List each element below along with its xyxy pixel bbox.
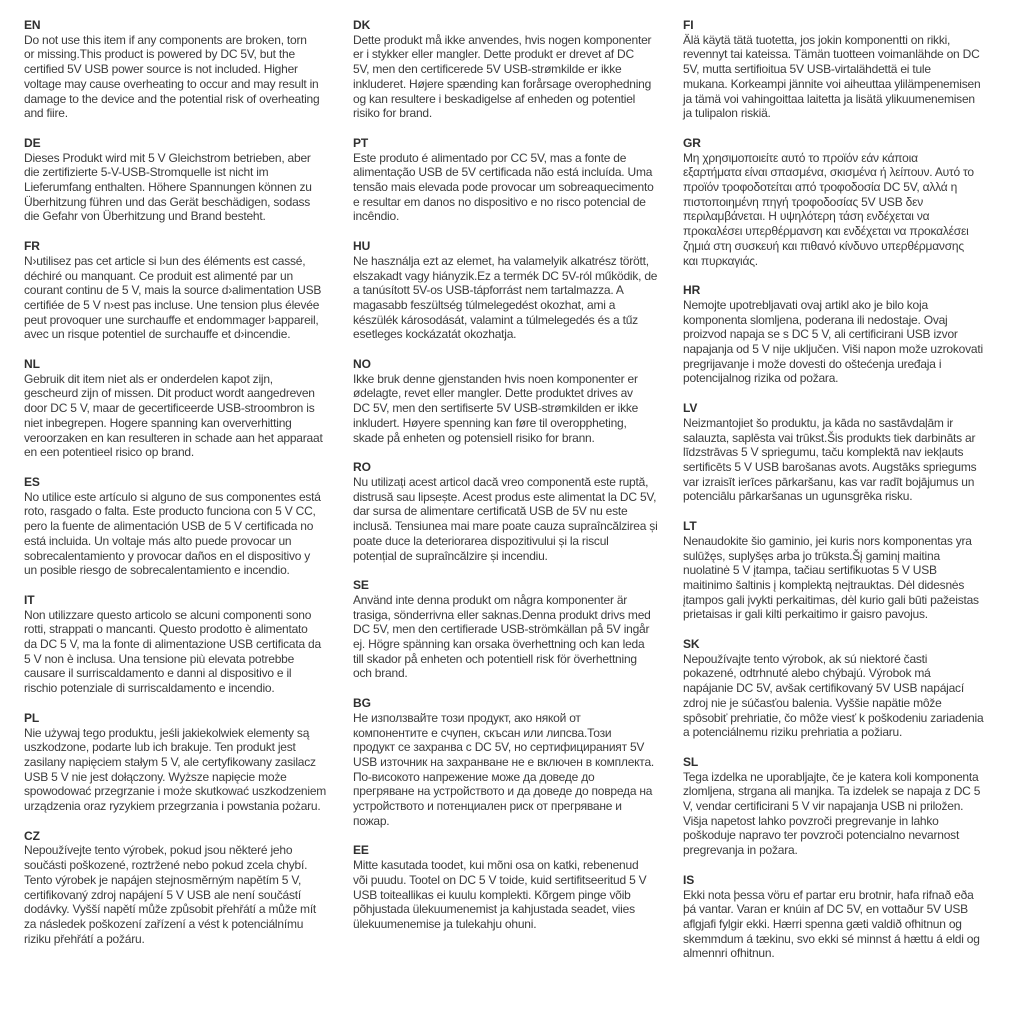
language-section-es [24, 475, 349, 578]
text-line: potenciālu pārkaršanas un ugunsgrēka risku. [683, 489, 913, 504]
text-line: roto, rasgado o falta. Este producto funciona con 5 V CC, [24, 504, 316, 519]
text-line: or missing.This product is powered by DC 5V, but the [24, 47, 295, 62]
text-line: och brand. [353, 666, 408, 681]
text-line: og kan resultere i beskadigelse af enheden og potentiel [353, 91, 636, 106]
language-section-de [24, 136, 349, 224]
language-section-hu [353, 239, 683, 342]
text-line: Nie używaj tego produktu, jeśli jakiekolwiek elementy są [24, 725, 310, 740]
language-section-cz [24, 829, 349, 947]
language-code-label: HR [683, 283, 701, 298]
language-section-gr [683, 136, 1023, 268]
text-line: potențial de supraîncălzire și incendiu. [353, 548, 548, 563]
text-line: damage to the device and the potential risk of overheating [24, 91, 320, 106]
language-code-label: LV [683, 401, 698, 416]
text-line: er i stykker eller mangler. Dette produkt er drevet af DC [353, 47, 634, 62]
text-line: gescheurd zijn of missen. Dit product wordt aangedreven [24, 386, 315, 401]
text-line: die Gefahr von Überhitzung und Brand besteht. [24, 209, 266, 224]
text-line: sertificēts 5 V USB barošanas avots. Augstāks spriegums [683, 459, 977, 474]
language-section-se [353, 578, 683, 681]
text-line: napajanja od 5 V nije uključen. Viši napon može uzrokovati [683, 342, 983, 357]
text-line: esetleges kockázatát okozhatja. [353, 327, 517, 342]
text-line: Non utilizzare questo articolo se alcuni componenti sono [24, 607, 312, 622]
text-line: uszkodzone, podarte lub ich brakuje. Ten produkt jest [24, 740, 296, 755]
text-line: elszakadt vagy hiányzik.Ez a termék DC 5V-ról működik, de [353, 268, 658, 283]
text-line: var izraisīt ierīces pārkaršanu, kas var radīt bojājumus un [683, 474, 975, 489]
text-line: įtampos gali įvykti perkaitimas, dėl kurio gali būti pažeistas [683, 592, 979, 607]
language-code-label: EE [353, 843, 369, 858]
text-line: Använd inte denna produkt om några komponenter är [353, 592, 628, 607]
text-line: poate duce la deteriorarea dispozitivului și la riscul [353, 533, 609, 548]
language-section-pl [24, 711, 349, 814]
text-line: Neizmantojiet šo produktu, ja kāda no sastāvdaļām ir [683, 415, 954, 430]
text-line: ülekuumenemise ja tulekahju ohuni. [353, 916, 537, 931]
text-line: USB 5 V nie jest dołączony. Wyższe napięcie może [24, 769, 287, 784]
text-line: 5V, men den certificerede 5V USB-strømkilde er ikke [353, 62, 622, 77]
text-line: napájanie DC 5V, avšak certifikovaný 5V USB napájací [683, 681, 964, 696]
language-code-label: DE [24, 135, 41, 150]
text-line: Nepoužívajte tento výrobok, ak sú niektoré časti [683, 651, 928, 666]
text-line: un posible riesgo de sobrecalentamiento e incendio. [24, 563, 290, 578]
text-line: voltage may cause overheating to occur and may result in [24, 76, 319, 91]
text-line: incêndio. [353, 209, 400, 224]
language-section-hr [683, 283, 1023, 386]
text-line: alimentação USB de 5V certificada não está incluída. Uma [353, 165, 653, 180]
text-line: prietaisas ir gali kilti perkaitimo ir gaisro pavojus. [683, 607, 928, 622]
text-line: inclusă. Tensiunea mai mare poate cauza supraîncălzirea și [353, 519, 658, 534]
language-section-en [24, 18, 349, 121]
text-line: USB toiteallikas ei kuulu komplekti. Kõrgem pinge võib [353, 887, 631, 902]
text-line: rischio potenziale di surriscaldamento e incendio. [24, 681, 275, 696]
text-line: Este produto é alimentado por CC 5V, mas a fonte de [353, 150, 627, 165]
text-line: riziku přehřátí a požáru. [24, 931, 145, 946]
language-section-it [24, 593, 349, 696]
text-line: magasabb feszültség túlmelegedést okozhat, ami a [353, 297, 616, 312]
text-line: V, vendar certificirani 5 V vir napajanja USB ni priložen. [683, 799, 964, 814]
text-line: spôsobiť prehriatie, čo môže viesť k poškodeniu zariadenia [683, 710, 984, 725]
language-code-label: PT [353, 135, 369, 150]
text-line: mukana. Korkeampi jännite voi aiheuttaa ylilämpenemisen [683, 76, 981, 91]
text-line: distrusă sau lipsește. Acest produs este alimentat la DC 5V, [353, 489, 657, 504]
text-line: Gebruik dit item niet als er onderdelen kapot zijn, [24, 371, 273, 386]
text-line: Dieses Produkt wird mit 5 V Gleichstrom betrieben, aber [24, 150, 311, 165]
text-line: poškoduje napravo ter povzroči potencialno nevarnost [683, 828, 960, 843]
text-line: pokazené, odtrhnuté alebo chýbajú. Výrobok má [683, 666, 931, 681]
text-line: rotti, strappati o mancanti. Questo prodotto è alimentato [24, 622, 308, 637]
text-line: inkluderet. Højere spænding kan forårsage overophedning [353, 76, 652, 91]
text-line: a potenciálnemu riziku prehriatia a požiaru. [683, 725, 903, 740]
text-line: zdroj nie je súčasťou balenia. Vyššie napätie môže [683, 695, 942, 710]
text-line: USB източник на захранване не е включен в комплекта. [353, 754, 655, 769]
text-line: Nenaudokite šio gaminio, jei kuris nors komponentas yra [683, 533, 972, 548]
text-line: almennri ofhitnun. [683, 946, 775, 961]
text-line: ζημιά στη συσκευή και πιθανό κίνδυνο υπερθέρμανσης [683, 238, 964, 253]
language-section-no [353, 357, 683, 445]
text-line: tensão mais elevada pode provocar um sobreaquecimento [353, 180, 654, 195]
language-section-dk [353, 18, 683, 121]
text-line: Tega izdelka ne uporabljajte, če je katera koli komponenta [683, 769, 979, 784]
language-section-fi [683, 18, 1023, 121]
language-code-label: NO [353, 357, 371, 372]
language-code-label: IT [24, 592, 35, 607]
language-section-ee [353, 843, 683, 931]
text-line: Lieferumfang enthalten. Höhere Spannungen können zu [24, 180, 312, 195]
language-code-label: SL [683, 754, 699, 769]
language-section-sl [683, 755, 1023, 858]
language-code-label: FR [24, 239, 40, 254]
text-line: 5V, mutta sertifioitua 5V USB-virtalähdettä ei tule [683, 62, 931, 77]
text-line: Nemojte upotrebljavati ovaj artikl ako je bilo koja [683, 297, 928, 312]
text-line: komponenta slomljena, poderana ili nedostaje. Ovaj [683, 312, 948, 327]
text-line: Višja napetost lahko povzroči pregrevanje in lahko [683, 813, 939, 828]
text-line: Tento výrobek je napájen stejnosměrným napětím 5 V, [24, 872, 302, 887]
text-line: avec un risque potentiel de surchauffe et d›incendie. [24, 327, 291, 342]
text-line: déchiré ou manquant. Ce produit est alimenté par un [24, 268, 293, 283]
text-line: πιστοποιημένη πηγή τροφοδοσίας 5V USB δεν [683, 194, 923, 209]
language-code-label: SK [683, 637, 700, 652]
language-code-label: LT [683, 519, 697, 534]
text-line: pero la fuente de alimentación USB de 5 V certificada no [24, 519, 314, 534]
text-line: līdzstrāvas 5 V spriegumu, taču komplektā nav iekļauts [683, 445, 964, 460]
text-line: προκαλέσει υπερθέρμανση και ενδέχεται να προκαλέσει [683, 224, 969, 239]
language-section-bg [353, 696, 683, 828]
text-line: Do not use this item if any components are broken, torn [24, 32, 307, 47]
text-line: прегряване на устройството и да доведе до повреда на [353, 784, 653, 799]
text-line: proizvod napaja se s DC 5 V, ali certificirani USB izvor [683, 327, 958, 342]
language-section-sk [683, 637, 1023, 740]
text-line: Überhitzung führen und das Gerät beschädigen, sodass [24, 194, 311, 209]
text-line: Μη χρησιμοποιείτε αυτό το προϊόν εάν κάποια [683, 150, 918, 165]
text-line: sulūžęs, suplyšęs arba jo trūksta.Šį gaminį maitina [683, 548, 940, 563]
text-line: þá vantar. Varan er knúin af DC 5V, en vottaður 5V USB [683, 902, 968, 917]
text-line: Ikke bruk denne gjenstanden hvis noen komponenter er [353, 371, 638, 386]
text-line: da DC 5 V, ma la fonte di alimentazione USB certificata da [24, 637, 321, 652]
text-line: компонентите е счупен, скъсан или липсва.Този [353, 725, 612, 740]
text-column-left [24, 18, 349, 961]
language-code-label: PL [24, 710, 40, 725]
text-line: courant continu de 5 V, mais la source d›alimentation USB [24, 283, 322, 298]
language-code-label: FI [683, 18, 694, 32]
text-line: Не използвайте този продукт, ако някой от [353, 710, 581, 725]
text-line: põhjustada ülekuumenemist ja kahjustada seadet, viies [353, 902, 635, 917]
text-line: продукт се захранва с DC 5V, но сертифицираният 5V [353, 740, 645, 755]
text-line: ja tämä voi vahingoittaa laitetta ja lisätä ylikuumenemisen [683, 91, 975, 106]
text-line: προϊόν τροφοδοτείται από τροφοδοσία DC 5V, αλλά η [683, 180, 958, 195]
text-line: a tanúsított 5V-os USB-tápforrást nem tartalmazza. A [353, 283, 624, 298]
language-section-pt [353, 136, 683, 224]
text-line: Nu utilizați acest articol dacă vreo componentă este ruptă, [353, 474, 649, 489]
language-section-lt [683, 519, 1023, 622]
text-line: ødelagte, revet eller mangler. Dette produktet drives av [353, 386, 633, 401]
text-line: εξαρτήματα είναι σπασμένα, σκισμένα ή λείπουν. Αυτό το [683, 165, 974, 180]
text-line: Ne használja ezt az elemet, ha valamelyik alkatrész törött, [353, 253, 649, 268]
language-code-label: ES [24, 474, 40, 489]
text-line: maitinimo šaltinis į komplektą neįtrauktas. Dėl didesnės [683, 577, 965, 592]
language-code-label: SE [353, 578, 369, 593]
text-line: dodávky. Vyšší napětí může způsobit přehřátí a může mít [24, 902, 317, 917]
text-line: e resultar em danos no dispositivo e no risco potencial de [353, 194, 646, 209]
text-line: urządzenia oraz ryzykiem przegrzania i powstania pożaru. [24, 799, 321, 814]
text-line: door DC 5 V, maar de gecertificeerde USB-stroombron is [24, 401, 315, 416]
text-line: risiko for brand. [353, 106, 432, 121]
text-line: DC 5V, men den sertifiserte 5V USB-strømkilden er ikke [353, 401, 639, 416]
text-column-middle [353, 18, 683, 947]
text-line: peut provoquer une surchauffe et endommager l›appareil, [24, 312, 319, 327]
text-line: causare il surriscaldamento e danni al dispositivo e il [24, 666, 292, 681]
text-line: No utilice este artículo si alguno de sus componentes está [24, 489, 321, 504]
text-line: Ekki nota þessa vöru ef partar eru brotnir, hafa rifnað eða [683, 887, 974, 902]
text-line: ej. Högre spänning kan orsaka överhettning och kan leda [353, 637, 645, 652]
text-line: revennyt tai kateissa. Tämän tuotteen voimanlähde on DC [683, 47, 980, 62]
text-line: veroorzaken en kan resulteren in schade aan het apparaat [24, 430, 323, 445]
text-line: Dette produkt må ikke anvendes, hvis nogen komponenter [353, 32, 652, 47]
text-line: και πυρκαγιάς. [683, 253, 758, 268]
language-code-label: IS [683, 872, 695, 887]
language-section-nl [24, 357, 349, 460]
language-code-label: GR [683, 135, 701, 150]
language-section-ro [353, 460, 683, 563]
text-line: zlomljena, strgana ali manjka. Ta izdelek se napaja z DC 5 [683, 784, 981, 799]
text-line: sobrecalentamiento y provocar daños en el dispositivo y [24, 548, 311, 563]
text-line: certifiée de 5 V n›est pas incluse. Une tension plus élevée [24, 297, 320, 312]
language-section-lv [683, 401, 1023, 504]
text-line: and fiire. [24, 106, 68, 121]
language-section-is [683, 873, 1023, 961]
text-line: niet inbegrepen. Hogere spanning kan oververhitting [24, 415, 292, 430]
text-line: Älä käytä tätä tuotetta, jos jokin komponentti on rikki, [683, 32, 951, 47]
text-line: aflgjafi fylgir ekki. Hærri spenna gæti valdið ofhitnun og [683, 916, 962, 931]
text-line: za následek poškození zařízení a vést k potenciálnímu [24, 916, 304, 931]
text-line: certified 5V USB power source is not included. Higher [24, 62, 298, 77]
text-line: součásti poškozené, roztržené nebo pokud zcela chybí. [24, 858, 308, 873]
text-line: Mitte kasutada toodet, kui mõni osa on katki, rebenenud [353, 858, 639, 873]
text-line: inkludert. Høyere spenning kan føre til overoppheting, [353, 415, 627, 430]
text-line: en een potentieel risico op brand. [24, 445, 194, 460]
text-line: 5 V non è inclusa. Una tensione più elevata potrebbe [24, 651, 295, 666]
language-code-label: DK [353, 18, 371, 32]
language-code-label: CZ [24, 828, 40, 843]
text-line: περιλαμβάνεται. Η υψηλότερη τάση ενδέχεται να [683, 209, 930, 224]
text-line: nuolatinė 5 V įtampa, tačiau sertifikuotas 5 V USB [683, 563, 937, 578]
text-line: certifikovaný zdroj napájení 5 V USB ale není součástí [24, 887, 301, 902]
text-column-right [683, 18, 1023, 976]
text-line: ja tulipalon riskiä. [683, 106, 771, 121]
text-line: skemmdum á tækinu, svo ekki sé minnst á hættu á eldi og [683, 931, 980, 946]
text-line: dar sursa de alimentare certificată USB de 5V nu este [353, 504, 628, 519]
text-line: pregrevanja in požara. [683, 843, 798, 858]
text-line: zasilany napięciem stałym 5 V, ale certyfikowany zasilacz [24, 754, 316, 769]
text-line: пожар. [353, 813, 390, 828]
language-code-label: NL [24, 357, 40, 372]
text-line: készülék károsodását, valamint a túlmelegedés és a tűz [353, 312, 638, 327]
text-line: está incluida. Un voltaje más alto puede provocar un [24, 533, 292, 548]
language-code-label: EN [24, 18, 41, 32]
text-line: trasiga, sönderrivna eller saknas.Denna produkt drivs med [353, 607, 651, 622]
text-line: Nepoužívejte tento výrobek, pokud jsou některé jeho [24, 843, 293, 858]
text-line: устройството и потенциален риск от прегряване и [353, 799, 622, 814]
text-line: pregrijavanje i može dovesti do oštećenja uređaja i [683, 356, 942, 371]
language-code-label: HU [353, 239, 371, 254]
text-line: salauzta, saplēsta vai trūkst.Šis produkts tiek darbināts ar [683, 430, 976, 445]
text-line: spowodować przegrzanie i może skutkować uszkodzeniem [24, 784, 327, 799]
language-code-label: RO [353, 460, 371, 475]
text-line: skade på enheten og potensiell risiko for brann. [353, 430, 595, 445]
language-section-fr [24, 239, 349, 342]
text-line: die zertifizierte 5-V-USB-Stromquelle ist nicht im [24, 165, 269, 180]
text-line: DC 5V, men den certifierade USB-strömkällan på 5V ingår [353, 622, 650, 637]
text-line: potencijalnog rizika od požara. [683, 371, 839, 386]
text-line: По-високото напрежение може да доведе до [353, 769, 595, 784]
text-line: N›utilisez pas cet article si l›un des éléments est cassé, [24, 253, 306, 268]
text-line: või puudu. Tootel on DC 5 V toide, kuid sertifitseeritud 5 V [353, 872, 647, 887]
text-line: till skador på enheten och potentiell risk för överhettning [353, 651, 637, 666]
language-code-label: BG [353, 696, 371, 711]
